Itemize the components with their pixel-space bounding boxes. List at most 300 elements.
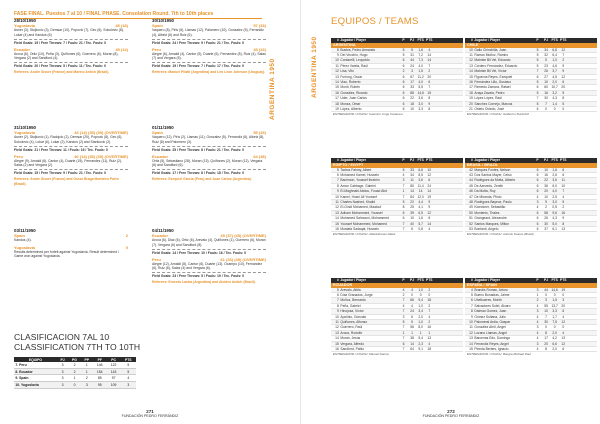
roster-cell: Morán, Jesús bbox=[340, 336, 361, 341]
roster-cell: Barcenas Edo, Domingo bbox=[474, 336, 511, 341]
classification-cell: 2 bbox=[68, 368, 81, 375]
roster-cell: 24 bbox=[410, 309, 414, 314]
roster-header-cell: Jugador / Player bbox=[340, 278, 367, 282]
roster-cell: 7 bbox=[470, 303, 473, 308]
roster-cell: Pineda Berbes, Ignacio bbox=[474, 346, 509, 351]
roster-cell: 5 bbox=[545, 58, 547, 63]
classification-cell: 3 bbox=[121, 381, 136, 388]
roster-cell: 14,6 bbox=[551, 287, 558, 292]
roster-cell: 11,2 bbox=[417, 74, 424, 79]
roster-cell: 6 bbox=[536, 226, 539, 231]
classification-header-cell: PTS bbox=[121, 357, 136, 362]
roster-cell: 6 bbox=[562, 309, 565, 314]
roster-header-cell: PJ bbox=[544, 278, 549, 282]
roster-cell: López, Alberto bbox=[340, 106, 362, 111]
roster-cell: 8 bbox=[470, 309, 473, 314]
match-date: 28/10/1950 bbox=[14, 18, 36, 23]
roster-cell: 27 bbox=[544, 74, 548, 79]
roster-cell: 10 bbox=[544, 79, 548, 84]
roster-cell: 9 bbox=[428, 101, 431, 106]
classification-title-es: CLASIFICACION 7AL 10 bbox=[14, 332, 110, 342]
classification-cell: 109 bbox=[107, 381, 121, 388]
classification-cell: 7. Peru bbox=[14, 362, 57, 368]
classification-cell: 97 bbox=[107, 375, 121, 382]
roster-cell: 6 bbox=[536, 183, 539, 188]
roster-cell: 51 bbox=[469, 216, 473, 221]
roster-cell: 10 bbox=[410, 106, 414, 111]
team-name: Ecuador bbox=[152, 153, 169, 159]
roster-cell: 7 bbox=[402, 346, 405, 351]
roster-cell: 5 bbox=[336, 167, 339, 172]
roster-cell: 12 bbox=[335, 69, 339, 74]
roster-cell: Furlong, Oscar bbox=[340, 74, 363, 79]
roster-cell: 11,4 bbox=[417, 183, 424, 188]
team-players: Ortiz (5), Sebastiano (28), Moran (13), Quiñones (2), Moran (12), Vergara (6) and Sandford (6). bbox=[152, 158, 263, 168]
team-roster bbox=[465, 278, 597, 356]
roster-country: ARGENTINA bbox=[331, 43, 463, 48]
roster-cell: 36 bbox=[544, 183, 548, 188]
roster-cell: 8 bbox=[545, 330, 547, 335]
roster-cell: 5 bbox=[402, 47, 405, 52]
roster-cell: 18 bbox=[427, 298, 432, 303]
classification-cell: 9. Spain bbox=[14, 375, 57, 382]
roster-cell: 2 bbox=[428, 319, 431, 324]
roster-cell: Tadros Fahmy, Albert bbox=[340, 167, 372, 172]
roster-cell: 7 bbox=[428, 63, 431, 68]
roster-cell: 5 bbox=[536, 101, 539, 106]
roster-cell: 46 bbox=[469, 189, 473, 194]
roster-cell: 4 bbox=[402, 287, 405, 292]
roster-cell: 4 bbox=[536, 314, 539, 319]
header-strip: FASE FINAL. Puestos 7 al 10 / FINAL PHASE. Consolation Round. 7th to 10th places bbox=[14, 11, 262, 19]
roster-cell: 4,3 bbox=[552, 96, 557, 101]
roster-cell: 6 bbox=[402, 74, 405, 79]
classification-cell: 146 bbox=[93, 362, 107, 368]
roster-cell: 4 bbox=[536, 319, 539, 324]
roster-cell: 5,4 bbox=[418, 336, 423, 341]
roster-cell: Dos Santos Mayer, Celso bbox=[474, 172, 512, 177]
roster-cell: Mahnke Bil Vel, Eduardo bbox=[474, 58, 511, 63]
roster-cell: 15 bbox=[427, 90, 432, 95]
roster-cell: 4,5 bbox=[552, 74, 557, 79]
roster-cell: 44 bbox=[469, 178, 473, 183]
roster-country: CHILE bbox=[465, 43, 597, 48]
roster-header-cell: PTS bbox=[417, 38, 424, 42]
roster-cell: 4 bbox=[470, 287, 473, 292]
roster-cell: 7 bbox=[428, 309, 431, 314]
roster-cell: 6 bbox=[402, 341, 405, 346]
team-score: 0 bbox=[125, 244, 128, 250]
team-name: Yugoslavia bbox=[14, 130, 35, 136]
roster-cell: 12 bbox=[427, 210, 432, 215]
roster-cell: 84 bbox=[410, 194, 414, 199]
roster-cell: Muñoz, Bernardo bbox=[340, 298, 366, 303]
roster-cell: 5 bbox=[536, 47, 539, 52]
roster-cell: 8 bbox=[336, 183, 339, 188]
roster-cell: 4,6 bbox=[552, 63, 557, 68]
team-score: 45 (37) (45) (OVERTIME) bbox=[220, 233, 266, 239]
roster-cell: Fernández Lillo, Gustavo bbox=[474, 79, 512, 84]
roster-cell: 22 bbox=[410, 96, 414, 101]
roster-cell: 6 bbox=[536, 106, 539, 111]
roster-header-cell: PTS bbox=[417, 278, 424, 282]
roster-header-cell: Jugador / Player bbox=[340, 158, 367, 162]
roster-cell: 2,0 bbox=[552, 330, 557, 335]
roster-cell: Ferrandiz Reyes, Angel bbox=[474, 341, 509, 346]
classification-cell: 3 bbox=[57, 375, 68, 382]
roster-cell: 60 bbox=[544, 85, 548, 90]
roster-cell: 12 bbox=[561, 47, 566, 52]
roster-cell: 14 bbox=[427, 52, 432, 57]
roster-cell: 20 bbox=[544, 341, 548, 346]
roster-cell: 4 bbox=[402, 303, 405, 308]
roster-cell: Mohamed Salmouni, Mohammed bbox=[340, 216, 389, 221]
roster-cell: Ramos Muñoz, Ramiro bbox=[474, 52, 509, 57]
classification-title-en: CLASSIFICATION 7TH TO 10TH bbox=[14, 341, 141, 352]
roster-cell: 6 bbox=[402, 106, 405, 111]
roster-cell: 9 bbox=[562, 69, 565, 74]
roster-cell: 16 bbox=[335, 346, 339, 351]
team-players: Results determined per forfeit against Yugoslavia. Result determined / Game won against Yugoslavia. bbox=[14, 249, 119, 259]
roster-cell: 6,5 bbox=[418, 210, 423, 215]
classification-cell: 2 bbox=[81, 375, 93, 382]
roster-cell: 7 bbox=[545, 101, 547, 106]
vertical-label: ARGENTINA 1950 bbox=[269, 58, 276, 120]
roster-cell: 4,1 bbox=[418, 205, 423, 210]
roster-cell: 4 bbox=[536, 346, 539, 351]
roster-cell: 88 bbox=[410, 90, 414, 95]
roster-header-cell: PTS bbox=[551, 38, 558, 42]
roster-cell: 2 bbox=[545, 205, 547, 210]
roster-cell: El-Maghnabi Abdou, Fouad Abd bbox=[340, 189, 387, 194]
roster-cell: 26 bbox=[544, 216, 548, 221]
roster-cell: 6 bbox=[402, 85, 405, 90]
team-name: Ecuador bbox=[152, 233, 169, 239]
roster-cell: 4,0 bbox=[418, 79, 423, 84]
roster-cell: 6 bbox=[536, 74, 539, 79]
roster-cell: 12 bbox=[427, 172, 432, 177]
roster-cell: 12 bbox=[469, 58, 473, 63]
classification-header-cell: PP bbox=[81, 357, 93, 362]
roster-cell: 6 bbox=[562, 167, 565, 172]
roster-cell: 13 bbox=[335, 210, 339, 215]
roster-header-cell: PTS bbox=[560, 38, 567, 42]
classification-header-cell: EQUIPO bbox=[14, 357, 57, 362]
roster-cell: 13 bbox=[469, 336, 473, 341]
roster-cell: 38 bbox=[410, 336, 414, 341]
roster-cell: De Azevedo, Zenith bbox=[474, 183, 504, 188]
roster-country: EGIPTO / EGYPT bbox=[331, 163, 463, 168]
roster-cell: López López, Raúl bbox=[474, 96, 502, 101]
roster-rows bbox=[465, 168, 597, 233]
roster-cell: 2 bbox=[562, 58, 565, 63]
roster-cell: 67 bbox=[410, 74, 414, 79]
roster-cell: 4 bbox=[562, 330, 565, 335]
roster-cell: 9 bbox=[336, 189, 339, 194]
roster-cell: 1,6 bbox=[418, 47, 423, 52]
classification-cell: 8. Ecuador bbox=[14, 368, 57, 375]
roster-cell: 9,1 bbox=[418, 346, 423, 351]
roster-cell: 4,0 bbox=[418, 63, 423, 68]
roster-cell: 33 bbox=[410, 85, 414, 90]
roster-cell: 8 bbox=[545, 346, 547, 351]
roster-cell: 4 bbox=[428, 341, 431, 346]
roster-cell: 7 bbox=[336, 298, 339, 303]
roster-rows bbox=[331, 48, 463, 113]
roster-cell: Bonfanti, Angelo bbox=[474, 226, 499, 231]
team-stats: Field Goals: 19 / Free Throws: 7 / Fouls: 21 / Tec. Fouls: 0 bbox=[14, 40, 107, 45]
roster-cell: 43 bbox=[469, 172, 473, 177]
roster-cell: 2,0 bbox=[552, 79, 557, 84]
roster-cell: 14 bbox=[335, 336, 339, 341]
roster-cell: 2 bbox=[536, 298, 539, 303]
roster-cell: 6 bbox=[536, 221, 539, 226]
roster-cell: 19 bbox=[427, 194, 432, 199]
roster-cell: 19 bbox=[469, 96, 473, 101]
roster-coach: ENTRENADOR / COACH: Guillermo Ruckofch bbox=[467, 112, 530, 117]
roster-cell: 5 bbox=[402, 319, 405, 324]
roster-cell: 6 bbox=[428, 79, 431, 84]
roster-cell: 6,4 bbox=[552, 52, 557, 57]
teams-title: EQUIPOS / TEAMS bbox=[331, 16, 419, 27]
roster-cell: 5 bbox=[536, 52, 539, 57]
roster-cell: Kloeckner, Sebastião bbox=[474, 205, 506, 210]
roster-cell: 3 bbox=[402, 178, 405, 183]
roster-cell: 2 bbox=[428, 69, 431, 74]
roster-cell: 10 bbox=[544, 194, 548, 199]
roster-cell: 14 bbox=[410, 341, 414, 346]
left-footer bbox=[0, 410, 300, 418]
match-date: 04/11/1950 bbox=[152, 228, 174, 233]
roster-cell: 0 bbox=[411, 292, 413, 297]
referees: Referees: Andre Sisser (France) and Marino Antich (Brazil). bbox=[14, 69, 110, 74]
classification-cell: 5 bbox=[121, 368, 136, 375]
classification-header-cell: PC bbox=[107, 357, 121, 362]
roster-cell: 23 bbox=[544, 63, 548, 68]
roster-cell: 6 bbox=[402, 101, 405, 106]
roster-cell: 6 bbox=[411, 226, 413, 231]
roster-header-cell: P bbox=[536, 158, 539, 162]
classification-cell: 0 bbox=[68, 381, 81, 388]
roster-cell: 9 bbox=[428, 199, 431, 204]
roster-cell: 9,4 bbox=[418, 298, 423, 303]
roster-cell: 20 bbox=[427, 74, 432, 79]
roster-cell: 17 bbox=[469, 85, 473, 90]
roster-cell: 7 bbox=[336, 178, 339, 183]
match-date: 03/11/1950 bbox=[14, 228, 36, 233]
roster-cell: 10 bbox=[544, 309, 548, 314]
roster-cell: 14 bbox=[410, 189, 414, 194]
roster-cell: 6 bbox=[536, 210, 539, 215]
roster-cell: 20 bbox=[561, 85, 566, 90]
team-players: Alegre (6), Arnaldi (4), Cantor (5), Duarte (6), Fernandez (8), Ruiz (4), Salas (7) and Vergara (5). bbox=[152, 51, 266, 61]
roster-cell: 5 bbox=[562, 90, 565, 95]
roster-cell: 6,1 bbox=[552, 226, 557, 231]
team-roster bbox=[465, 38, 597, 116]
roster-cell: 7 bbox=[402, 221, 405, 226]
roster-cell: 7 bbox=[402, 298, 405, 303]
roster-cell: 66 bbox=[410, 298, 414, 303]
roster-cell: 3,2 bbox=[552, 90, 557, 95]
roster-cell: 21 bbox=[469, 106, 473, 111]
classification-cell: 10. Yugoslavia bbox=[14, 381, 57, 388]
roster-header-cell: P bbox=[402, 158, 405, 162]
team-stats: Field Goals: 24 / Free Throws: 9 / Fouls: 21 / Tec. Fouls: 0 bbox=[152, 40, 245, 45]
roster-cell: 37 bbox=[544, 226, 548, 231]
team-name: Peru bbox=[14, 153, 23, 159]
roster-cell: 9 bbox=[336, 309, 339, 314]
roster-cell: 13 bbox=[561, 336, 566, 341]
roster-cell: 7 bbox=[545, 314, 547, 319]
team-players: Aroca (6), Diaz (6), Ortiz (6), Arevalo (4), Quiñones (1), Guerrero (6), Moran (7), Vergara (6) and Sandford (8). bbox=[152, 238, 266, 247]
roster-header-cell: P bbox=[536, 278, 539, 282]
roster-cell: 30 bbox=[544, 319, 548, 324]
roster-cell: Gallo Chinchilla, Juan bbox=[474, 47, 507, 52]
roster-cell: 13 bbox=[335, 330, 339, 335]
roster-cell: 5 bbox=[562, 101, 565, 106]
team-name: Spain bbox=[14, 233, 25, 239]
roster-cell: 6,0 bbox=[552, 183, 557, 188]
roster-cell: 3 bbox=[545, 298, 547, 303]
roster-cell: 1 bbox=[428, 330, 431, 335]
roster-cell: 6 bbox=[336, 292, 339, 297]
roster-country: BRASIL / BRAZIL bbox=[465, 163, 597, 168]
match-block bbox=[14, 18, 128, 75]
roster-cell: 19 bbox=[561, 287, 566, 292]
roster-cell: Santos Marques, Milton bbox=[474, 221, 510, 226]
roster-header-cell: PJ bbox=[410, 38, 415, 42]
roster-cell: 6 bbox=[411, 314, 413, 319]
roster-header-cell: Jugador / Player bbox=[340, 38, 367, 42]
referees: Referees: Andre Sisser (France) and Oscar Braga Monteiro Porto (Brazil). bbox=[14, 176, 119, 186]
roster-cell: 7,3 bbox=[418, 58, 423, 63]
roster-cell: 7 bbox=[428, 85, 431, 90]
roster-header-cell: # bbox=[470, 158, 473, 162]
team-name: Spain bbox=[152, 130, 163, 136]
classification-cell: 3 bbox=[57, 368, 68, 375]
roster-cell: 10 bbox=[427, 167, 432, 172]
team-stats: Field Goals: 21 / Free Throws: 11 / Fouls: 16 / Tec. Fouls: 0 bbox=[14, 147, 108, 152]
team-players: Alegre (12), Arnaldi (8), Cantor (6), Duarte (13), Ocampo (10), Fernandez (6), Ruiz (6), Salas (4) and Vergara (6). bbox=[152, 261, 263, 271]
roster-cell: 2,3 bbox=[418, 341, 423, 346]
roster-cell: Viau, Roberto bbox=[340, 79, 361, 84]
roster-cell: 11 bbox=[410, 178, 414, 183]
team-score: 64 (38) bbox=[253, 153, 266, 159]
roster-cell: 12 bbox=[335, 325, 339, 330]
roster-cell: 3 bbox=[536, 309, 539, 314]
roster-cell: 4 bbox=[536, 194, 539, 199]
roster-cell: 12 bbox=[561, 341, 566, 346]
roster-cell: 15 bbox=[335, 85, 339, 90]
roster-cell: 5 bbox=[402, 167, 405, 172]
roster-cell: 6,6 bbox=[418, 167, 423, 172]
classification-cell: 122 bbox=[107, 362, 121, 368]
roster-cell: 16 bbox=[335, 226, 339, 231]
right-page-number: 272 bbox=[447, 409, 455, 414]
vertical-label-right: ARGENTINA 1950 bbox=[311, 36, 318, 98]
roster-cell: Da Motta, Ruy bbox=[474, 189, 496, 194]
roster-cell: 20 bbox=[544, 189, 548, 194]
roster-cell: 4 bbox=[428, 314, 431, 319]
roster-cell: 0 bbox=[562, 106, 565, 111]
roster-cell: 3 bbox=[411, 69, 413, 74]
roster-cell: 42 bbox=[469, 167, 473, 172]
roster-cell: 14,6 bbox=[417, 90, 424, 95]
separator bbox=[152, 169, 266, 170]
roster-cell: 10 bbox=[561, 183, 566, 188]
roster-cell: 1 bbox=[419, 330, 422, 335]
roster-cell: 7 bbox=[402, 183, 405, 188]
roster-cell: 2 bbox=[428, 287, 431, 292]
roster-cell: 13,7 bbox=[551, 303, 558, 308]
team-score: 43 (14) (35) (39) (OVERTIME) bbox=[74, 130, 128, 136]
roster-cell: 0,8 bbox=[418, 226, 423, 231]
roster-cell: 10 bbox=[469, 319, 473, 324]
team-score: 45 (14) bbox=[115, 46, 128, 52]
match-block bbox=[152, 18, 266, 75]
roster-cell: 7 bbox=[402, 309, 405, 314]
roster-cell: 4,3 bbox=[552, 216, 557, 221]
roster-cell: 6 bbox=[428, 178, 431, 183]
roster-cell: 3 bbox=[536, 287, 539, 292]
roster-cell: 53 bbox=[469, 226, 473, 231]
roster-cell: 15 bbox=[335, 221, 339, 226]
team-players: Aroca (6), Ortiz (10), Peña (3), Quiñones (6), Guerrero (6), Moran (8), Vergara (2) and Sandford (4). bbox=[14, 51, 119, 61]
classification-title bbox=[14, 333, 140, 352]
roster-cell: 13 bbox=[561, 226, 566, 231]
roster-cell: 9 bbox=[562, 216, 565, 221]
roster-cell: 12 bbox=[335, 205, 339, 210]
team-players: Asner (2), Stojkovic (1), Radojcic (2), Demsar (20), Popovic (8), Gec (6), Sokolovic (4), Lokar (6), Lokar (2), Kandus (2) and Stankovic (2). bbox=[14, 135, 123, 144]
left-page-number: 271 bbox=[146, 409, 154, 414]
right-footer-text: FUNDACIÓN PEDRO FERRÁNDIZ bbox=[422, 414, 480, 418]
roster-cell: 6 bbox=[536, 172, 539, 177]
roster-cell: 1,0 bbox=[418, 287, 423, 292]
roster-cell: 0 bbox=[562, 292, 565, 297]
team-players: Vaquero (8), Piris (6), Llamas (12), Palomero (10), Gonzalez (5), Ferrandiz (4), Albeiz (6) and Ruiz (6). bbox=[152, 28, 264, 37]
roster-cell: 13 bbox=[335, 74, 339, 79]
roster-cell: 7 bbox=[562, 52, 565, 57]
roster-cell: 14 bbox=[335, 79, 339, 84]
team-score: 40 (14) (35) (39) (OVERTIME) bbox=[74, 153, 128, 159]
roster-cell: 6,8 bbox=[552, 47, 557, 52]
roster-cell: 47 bbox=[469, 194, 473, 199]
roster-cell: 0 bbox=[419, 292, 422, 297]
roster-rows bbox=[331, 168, 463, 233]
roster-cell: 33 bbox=[410, 167, 414, 172]
roster-cell: 2,0 bbox=[552, 346, 557, 351]
roster-cell: 1,0 bbox=[552, 58, 557, 63]
roster-cell: 11 bbox=[561, 178, 565, 183]
roster-cell: Rodrigues Bayeux, Paulo bbox=[474, 199, 512, 204]
separator bbox=[14, 146, 128, 147]
left-footer-text: FUNDACIÓN PEDRO FERRÁNDIZ bbox=[121, 414, 179, 418]
roster-cell: 0 bbox=[545, 325, 547, 330]
roster-cell: 20 bbox=[561, 303, 566, 308]
roster-cell: 58 bbox=[544, 210, 548, 215]
roster-cell: 5 bbox=[536, 79, 539, 84]
roster-cell: 13 bbox=[427, 336, 432, 341]
roster-cell: Amon Cabbage, Gabriel bbox=[340, 183, 376, 188]
roster-cell: 8 bbox=[336, 47, 339, 52]
roster-cell: 18 bbox=[335, 101, 339, 106]
team-name: Yugoslavia bbox=[14, 23, 35, 29]
classification-row bbox=[14, 375, 136, 382]
roster-cell: 8 bbox=[562, 96, 565, 101]
classification-cell: 2 bbox=[68, 362, 81, 368]
roster-cell: 4 bbox=[536, 330, 539, 335]
roster-cell: 6 bbox=[402, 63, 405, 68]
